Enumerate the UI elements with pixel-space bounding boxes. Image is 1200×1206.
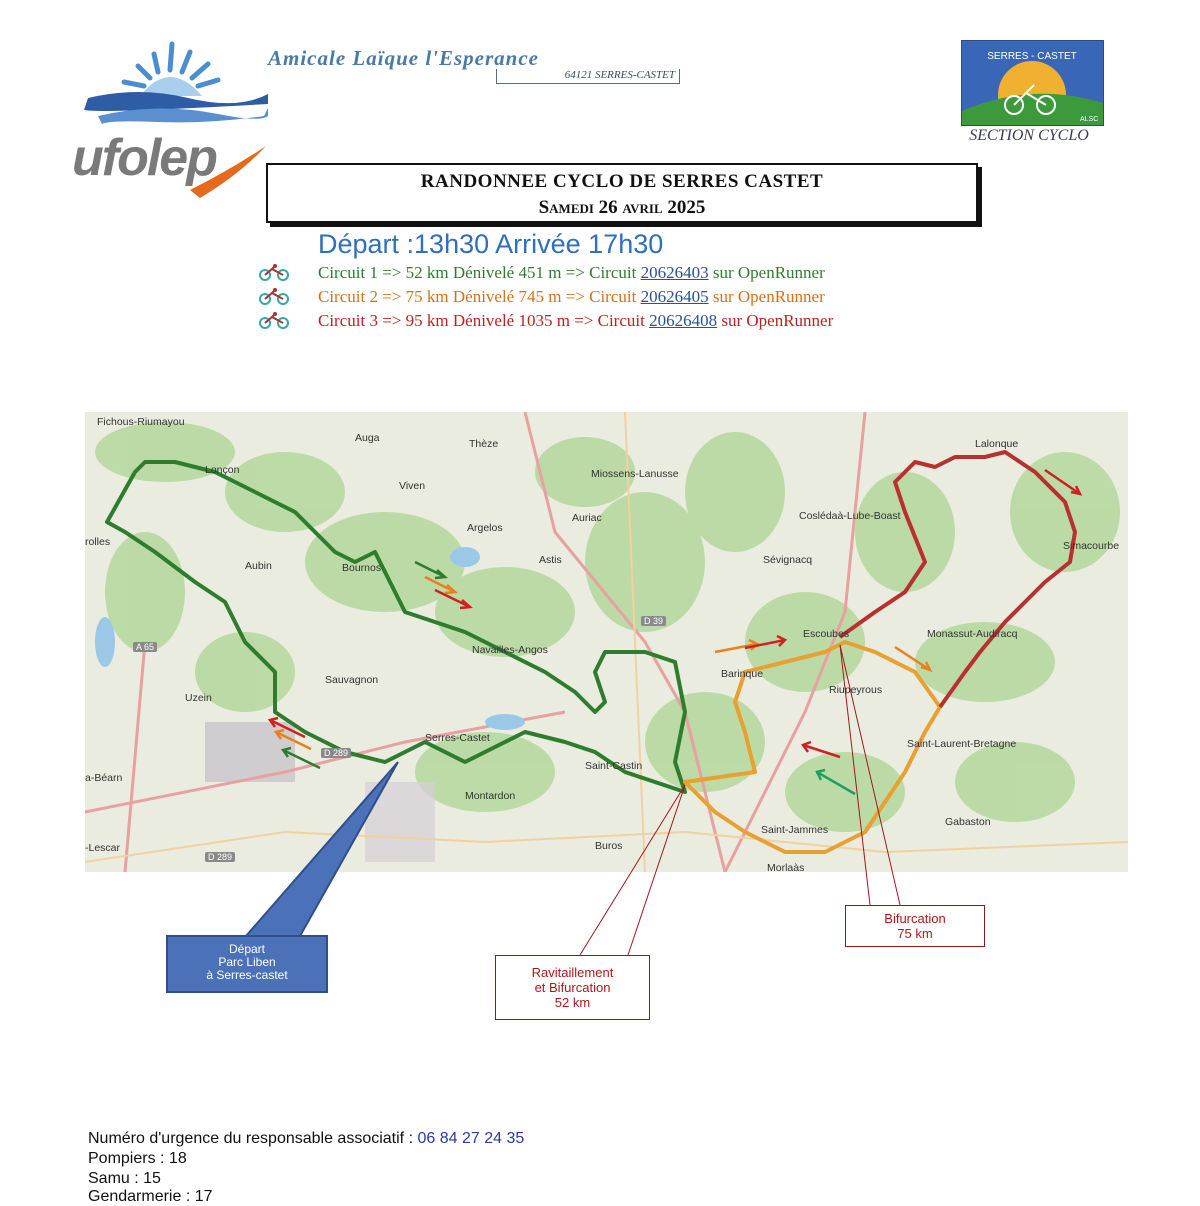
samu-line: Samu : 15: [88, 1170, 161, 1187]
map-place: Morlaàs: [767, 862, 805, 872]
club-address: 64121 SERRES-CASTET: [496, 69, 680, 84]
map-place: a-Béarn: [85, 772, 123, 784]
map-place: Coslédaà-Lube-Boast: [799, 510, 901, 522]
circuit-2-details: => 75 km Dénivelé 745 m => Circuit: [377, 287, 641, 306]
map-place: Serres-Castet: [425, 732, 490, 744]
map-place: Fichous-Riumayou: [97, 416, 185, 428]
gendarmerie-line: Gendarmerie : 17: [88, 1188, 213, 1205]
urgence-phone[interactable]: 06 84 27 24 35: [417, 1130, 525, 1147]
circuit-3-details: => 95 km Dénivelé 1035 m => Circuit: [377, 311, 650, 330]
map-place: Viven: [399, 480, 426, 492]
depart-callout-line2: Parc Liben: [218, 955, 276, 969]
urgence-label: Numéro d'urgence du responsable associatif :: [88, 1130, 418, 1147]
club-name: Amicale Laïque l'Esperance: [268, 46, 539, 70]
map-place: Navailles-Angos: [472, 644, 548, 656]
map-place: Auga: [355, 432, 380, 444]
section-cyclo-label: SECTION CYCLO: [969, 127, 1089, 144]
map-place: Auriac: [572, 512, 602, 524]
schedule: Départ :13h30 Arrivée 17h30: [318, 229, 664, 259]
bifurcation-callout-line1: Bifurcation: [884, 911, 946, 926]
circuit-3-name: Circuit 3: [318, 311, 378, 330]
map-place: Thèze: [469, 438, 499, 450]
pompiers-line: Pompiers : 18: [88, 1150, 187, 1167]
map-place: Monassut-Audiracq: [927, 628, 1018, 640]
circuit-1-name: Circuit 1: [318, 263, 378, 282]
ravito-callout-line3: 52 km: [554, 995, 591, 1010]
svg-text:ALSC: ALSC: [1080, 116, 1099, 123]
map-place: Montardon: [465, 790, 516, 802]
circuit-3-link[interactable]: 20626408: [649, 311, 718, 330]
map-place: Astis: [539, 554, 562, 566]
map-place: Buros: [595, 840, 623, 852]
depart-callout: [166, 935, 328, 993]
circuit-1-suffix: sur OpenRunner: [708, 263, 825, 282]
event-date: Samedi 26 avril 2025: [538, 197, 706, 218]
map-place: Gabaston: [945, 816, 991, 828]
circuit-1-details: => 52 km Dénivelé 451 m => Circuit: [377, 263, 641, 282]
depart-callout-line1: Départ: [228, 942, 266, 956]
road-label: D 289: [321, 748, 351, 758]
bifurcation-callout: [845, 905, 985, 947]
map-place: Bournos: [342, 562, 382, 574]
map-place: Miossens-Lanusse: [591, 468, 679, 480]
map-place: Saint-Jammes: [761, 824, 829, 836]
ufolep-logo: ufolep: [72, 129, 216, 187]
event-title: RANDONNEE CYCLO DE SERRES CASTET: [420, 171, 824, 192]
urgence-line: [88, 1130, 524, 1148]
map-place: Saint-Castin: [585, 760, 643, 772]
road-label: D 39: [641, 616, 666, 626]
map-place: Argelos: [467, 522, 503, 534]
map-place: Riupeyrous: [829, 684, 883, 696]
map-place: Sauvagnon: [325, 674, 379, 686]
map-place: Lonçon: [205, 464, 240, 476]
map-place: Uzein: [185, 692, 212, 704]
depart-callout-line3: à Serres-castet: [206, 968, 288, 982]
map-place: Escoubes: [803, 628, 850, 640]
road-label: D 289: [205, 852, 235, 862]
map-place: Simacourbe: [1063, 540, 1120, 552]
bifurcation-callout-line2: 75 km: [897, 926, 933, 941]
map-place: -Lescar: [85, 842, 121, 854]
ravito-callout-line2: et Bifurcation: [534, 980, 611, 995]
circuit-1-link[interactable]: 20626403: [640, 263, 709, 282]
road-label: A 65: [133, 642, 157, 652]
map-place: rolles: [85, 536, 111, 548]
map-place: Aubin: [245, 560, 272, 572]
svg-text:SERRES - CASTET: SERRES - CASTET: [987, 51, 1077, 62]
circuit-2-suffix: sur OpenRunner: [708, 287, 825, 306]
map-place: Lalonque: [975, 438, 1019, 450]
map-place: Sévignacq: [763, 554, 813, 566]
circuit-3-suffix: sur OpenRunner: [717, 311, 834, 330]
map-place: Barinque: [721, 668, 764, 680]
circuit-2-link[interactable]: 20626405: [640, 287, 709, 306]
ravito-callout-line1: Ravitaillement: [531, 965, 614, 980]
map-place: Saint-Laurent-Bretagne: [907, 738, 1017, 750]
circuit-2-name: Circuit 2: [318, 287, 378, 306]
ravito-callout: [495, 955, 650, 1020]
